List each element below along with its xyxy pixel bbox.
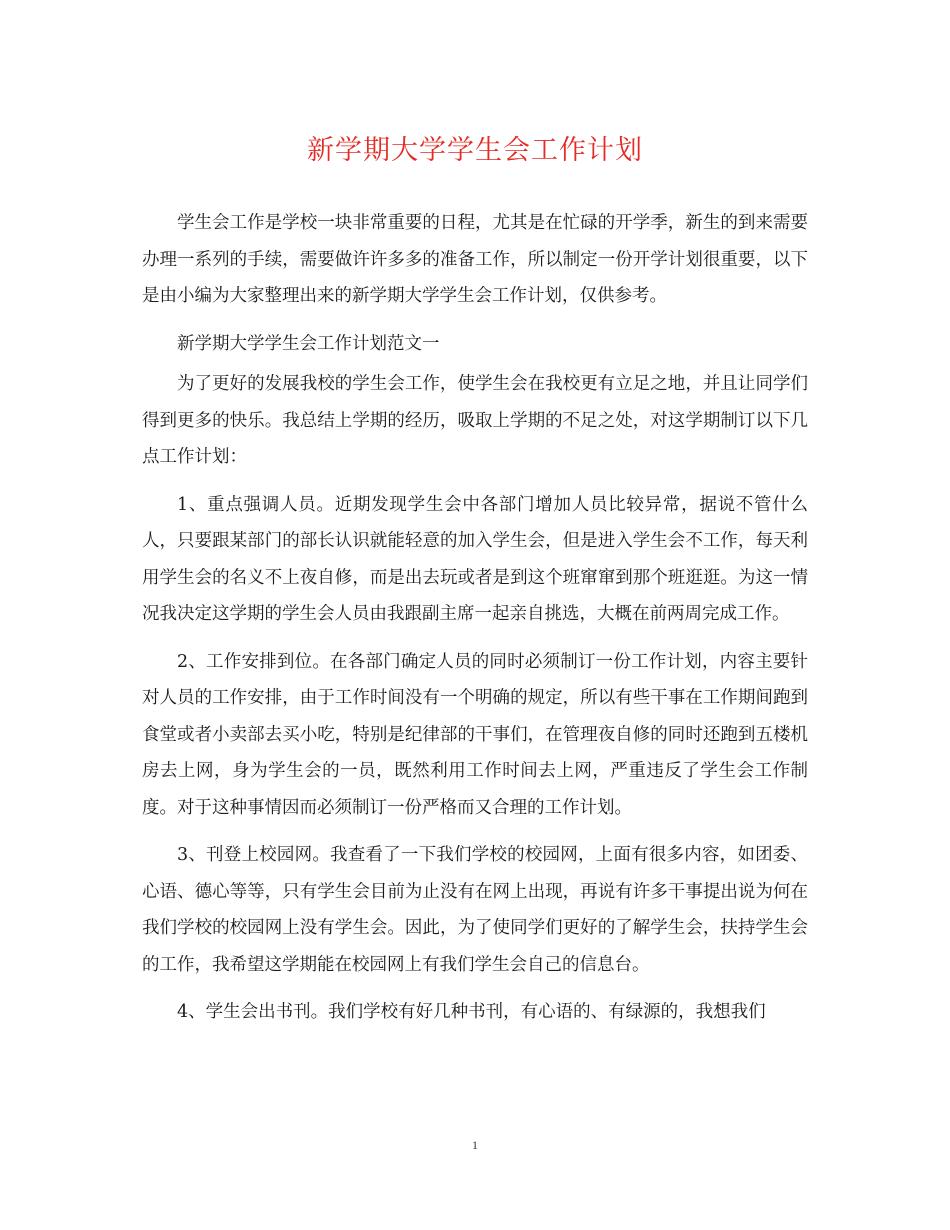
plan-item-1: 1、重点强调人员。近期发现学生会中各部门增加人员比较异常，据说不管什么人，只要跟某部门的部长认识就能轻意的加入学生会，但是进入学生会不工作，每天利用学生会的名义不上夜自修，而是出去玩或者是到这个班窜窜到那个班逛逛。为这一情况我决定这学期的学生会人员由我跟副主席一起亲自挑选，大概在前两周完成工作。 [142, 494, 808, 624]
document-body [142, 205, 808, 1042]
body-paragraph: 为了更好的发展我校的学生会工作，使学生会在我校更有立足之地，并且让同学们得到更多的快乐。我总结上学期的经历，吸取上学期的不足之处，对这学期制订以下几点工作计划： [142, 374, 808, 467]
document-title: 新学期大学学生会工作计划 [307, 135, 643, 166]
plan-item-3: 3、刊登上校园网。我查看了一下我们学校的校园网，上面有很多内容，如团委、心语、德心等等，只有学生会目前为止没有在网上出现，再说有许多干事提出说为何在我们学校的校园网上没有学生会。因此，为了使同学们更好的了解学生会，扶持学生会的工作，我希望这学期能在校园网上有我们学生会自己的信息台。 [142, 845, 808, 975]
plan-item-2: 2、工作安排到位。在各部门确定人员的同时必须制订一份工作计划，内容主要针对人员的工作安排，由于工作时间没有一个明确的规定，所以有些干事在工作期间跑到食堂或者小卖部去买小吃，特别是纪律部的干事们，在管理夜自修的同时还跑到五楼机房去上网，身为学生会的一员，既然利用工作时间去上网，严重违反了学生会工作制度。对于这种事情因而必须制订一份严格而又合理的工作计划。 [142, 651, 808, 818]
plan-item-4: 4、学生会出书刊。我们学校有好几种书刊，有心语的、有绿源的，我想我们 [177, 1002, 766, 1022]
intro-paragraph: 学生会工作是学校一块非常重要的日程，尤其是在忙碌的开学季，新生的到来需要办理一系列的手续，需要做许许多多的准备工作，所以制定一份开学计划很重要，以下是由小编为大家整理出来的新学期大学学生会工作计划，仅供参考。 [142, 213, 808, 306]
section-heading: 新学期大学学生会工作计划范文一 [177, 333, 440, 354]
page-number: 1 [472, 1138, 478, 1152]
